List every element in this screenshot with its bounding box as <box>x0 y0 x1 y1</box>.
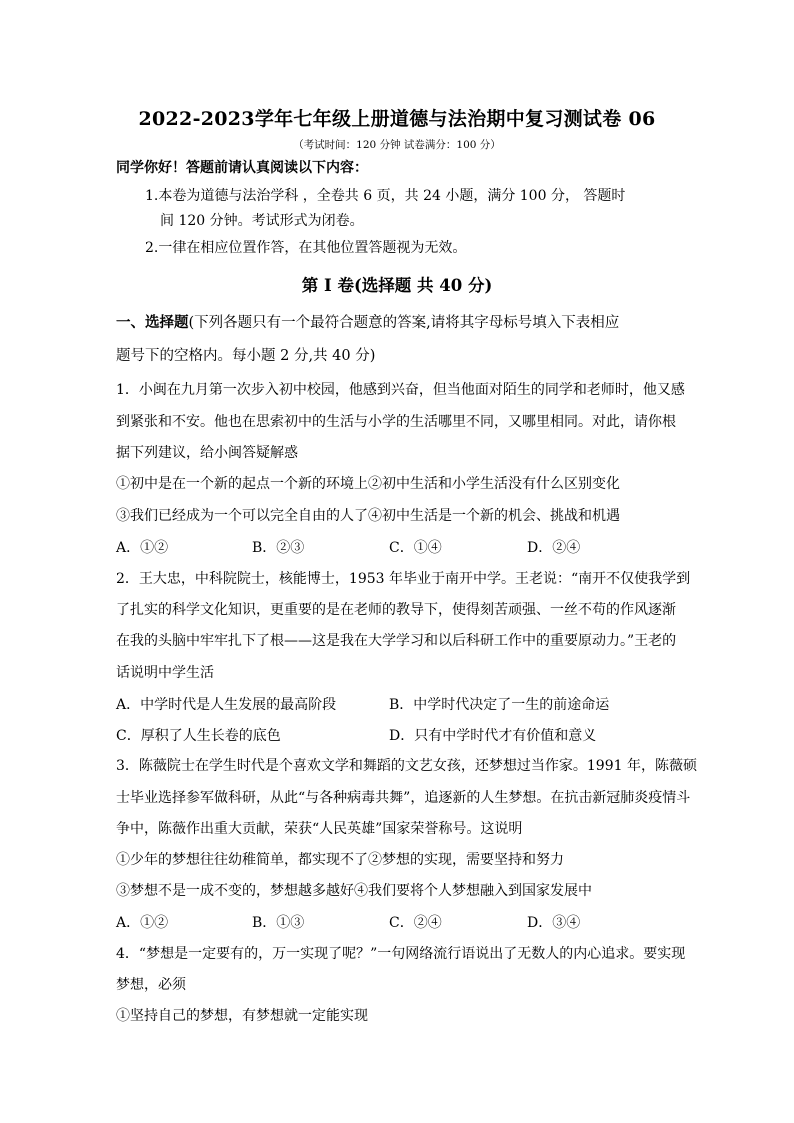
q1-option-a: A．①② <box>116 540 169 556</box>
q2-option-c: C．厚积了人生长卷的底色 <box>116 728 281 744</box>
q2-stem-line-2: 了扎实的科学文化知识，更重要的是在老师的教导下，使得刻苦顽强、一丝不苟的作风逐渐 <box>116 602 676 618</box>
notice-heading: 同学你好！答题前请认真阅读以下内容： <box>116 160 368 176</box>
section-intro-line-2: 题号下的空格内。每小题 2 分,共 40 分) <box>116 348 376 364</box>
q1-stem-line-2: 到紧张和不安。他也在思索初中的生活与小学的生活哪里不同，又哪里相同。对此，请你根 <box>116 414 676 430</box>
exam-subtitle: （考试时间：120 分钟 试卷满分：100 分） <box>293 139 501 151</box>
q1-option-b: B．②③ <box>252 540 305 556</box>
q4-stem-line-2: 梦想，必须 <box>116 977 186 993</box>
q4-statement-1: ①坚持自己的梦想，有梦想就一定能实现 <box>116 1008 368 1024</box>
q3-statement-2: ③梦想不是一成不变的，梦想越多越好④我们要将个人梦想融入到国家发展中 <box>116 883 592 899</box>
q1-statement-1: ①初中是在一个新的起点一个新的环境上②初中生活和小学生活没有什么区别变化 <box>116 476 620 492</box>
section-intro-label: 一、选择题 <box>116 314 189 331</box>
q3-stem-line-1: 3．陈薇院士在学生时代是个喜欢文学和舞蹈的文艺女孩，还梦想过当作家。1991 年，陈薇硕 <box>116 758 697 774</box>
q1-option-d: D．②④ <box>527 540 581 556</box>
section-intro-text: (下列各题只有一个最符合题意的答案,请将其字母标号填入下表相应 <box>188 315 620 331</box>
q3-option-b: B．①③ <box>252 915 305 931</box>
q3-option-c: C．②④ <box>389 915 442 931</box>
notice-item-1-line-1: 1.本卷为道德与法治学科 ，全卷共 6 页，共 24 小题，满分 100 分， 答题时 <box>145 188 626 204</box>
q2-option-b: B．中学时代决定了一生的前途命运 <box>389 697 610 713</box>
section-heading: 第 I 卷(选择题 共 40 分) <box>301 276 493 295</box>
q2-option-d: D．只有中学时代才有价值和意义 <box>389 728 597 744</box>
q4-stem-line-1: 4．“梦想是一定要有的，万一实现了呢？”一句网络流行语说出了无数人的内心追求。要实现 <box>116 946 686 962</box>
q3-option-a: A．①② <box>116 915 169 931</box>
q3-statement-1: ①少年的梦想往往幼稚简单，都实现不了②梦想的实现，需要坚持和努力 <box>116 852 564 868</box>
notice-item-2: 2.一律在相应位置作答，在其他位置答题视为无效。 <box>145 240 467 256</box>
q3-stem-line-2: 士毕业选择参军做科研，从此“与各种病毒共舞”，追逐新的人生梦想。在抗击新冠肺炎疫情斗 <box>116 790 691 806</box>
q1-option-c: C．①④ <box>389 540 442 556</box>
q2-stem-line-3: 在我的头脑中牢牢扎下了根——这是我在大学学习和以后科研工作中的重要原动力。”王老的 <box>116 633 677 649</box>
q2-option-a: A．中学时代是人生发展的最高阶段 <box>116 697 337 713</box>
q1-stem-line-1: 1．小闽在九月第一次步入初中校园，他感到兴奋，但当他面对陌生的同学和老师时，他又感 <box>116 382 685 398</box>
section-intro-line-1 <box>116 313 619 333</box>
q3-option-d: D．③④ <box>527 915 581 931</box>
exam-title: 2022-2023学年七年级上册道德与法治期中复习测试卷 06 <box>138 108 656 130</box>
notice-item-1-line-2: 间 120 分钟。考试形式为闭卷。 <box>160 213 364 229</box>
q3-stem-line-3: 争中，陈薇作出重大贡献，荣获“人民英雄”国家荣誉称号。这说明 <box>116 821 523 837</box>
q2-stem-line-1: 2．王大忠，中科院院士，核能博士，1953 年毕业于南开中学。王老说：“南开不仅使我学到 <box>116 571 691 587</box>
q2-stem-line-4: 话说明中学生活 <box>116 665 214 681</box>
q1-stem-line-3: 据下列建议，给小闽答疑解惑 <box>116 445 298 461</box>
q1-statement-2: ③我们已经成为一个可以完全自由的人了④初中生活是一个新的机会、挑战和机遇 <box>116 508 620 524</box>
